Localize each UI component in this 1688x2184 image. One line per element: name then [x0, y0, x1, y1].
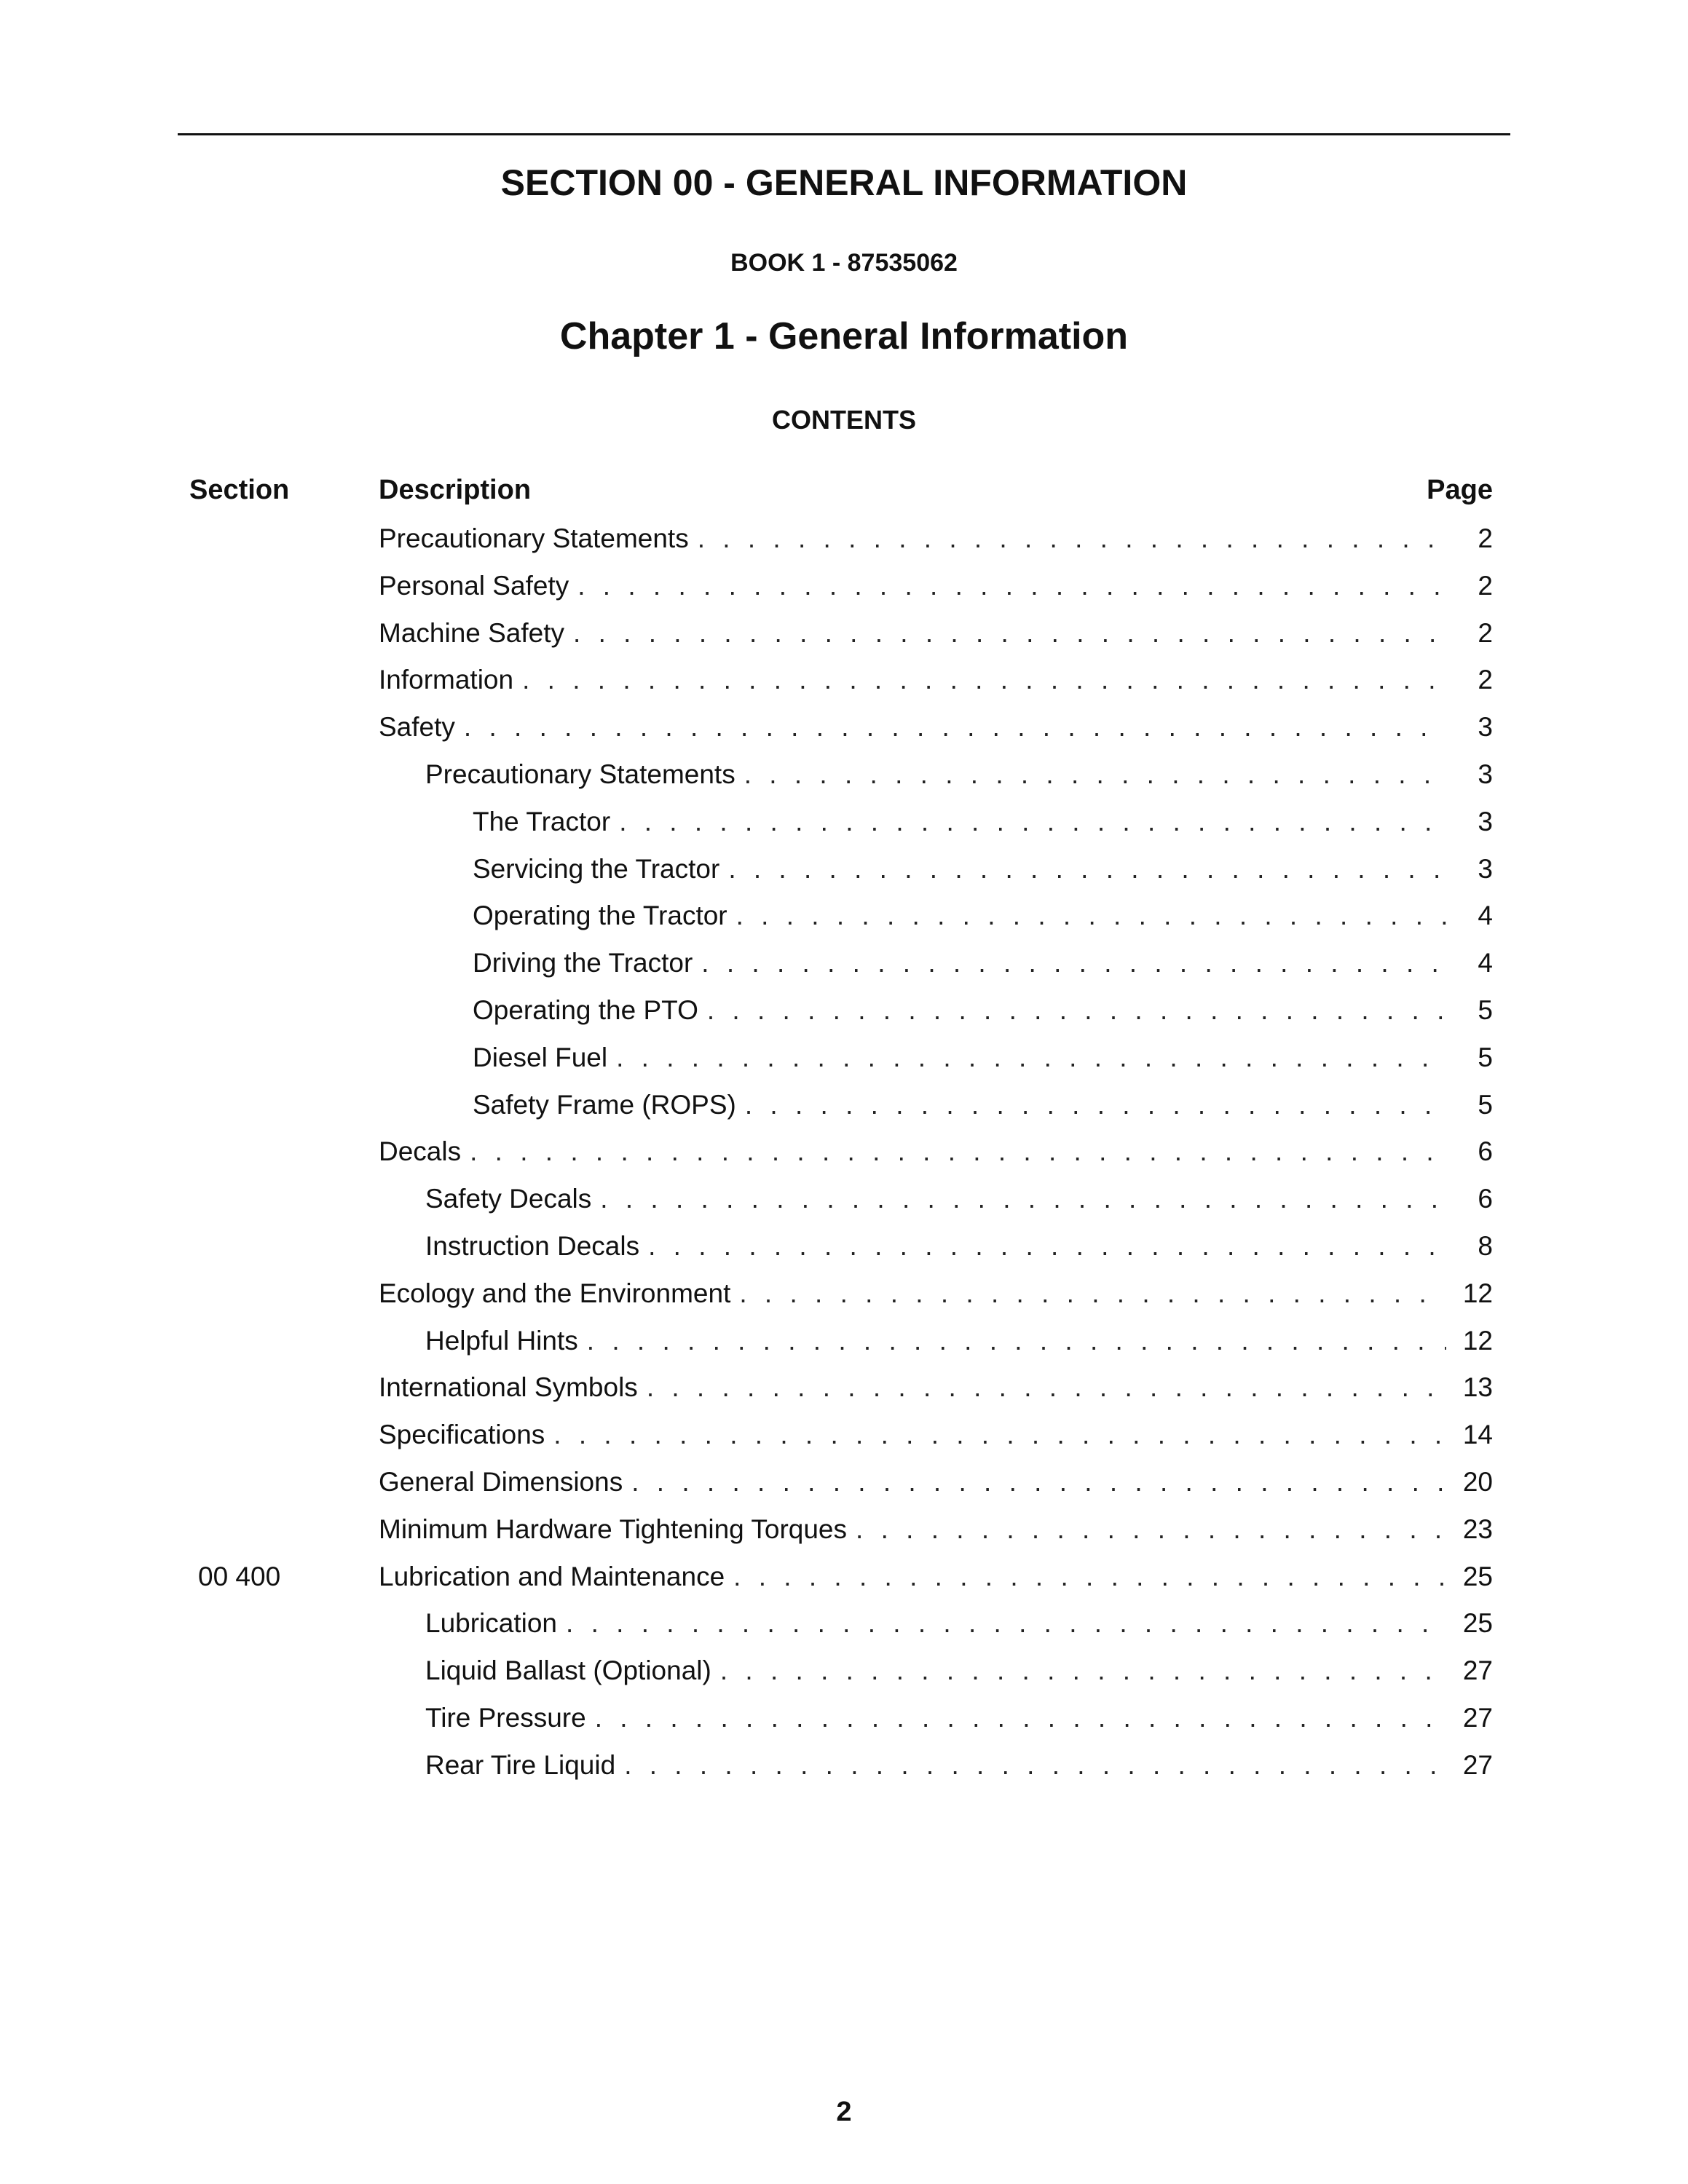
toc-entry-label: Lubrication: [425, 1608, 558, 1639]
toc-dot-leader: [744, 751, 1446, 799]
toc-row: [0, 1364, 1688, 1412]
toc-row: [0, 563, 1688, 610]
toc-entry-label: Lubrication and Maintenance: [379, 1561, 725, 1591]
toc-entry-page: 2: [1478, 523, 1493, 553]
toc-entry-label: Safety: [379, 712, 455, 743]
book-title: BOOK 1 - 87535062: [730, 249, 958, 277]
toc-entry[interactable]: [425, 1647, 1493, 1695]
header-rule: [178, 133, 1510, 135]
toc-entry-page: 3: [1478, 759, 1493, 789]
toc-dot-leader: [624, 1742, 1446, 1789]
toc-row: [0, 515, 1688, 563]
toc-entry-label: Liquid Ballast (Optional): [425, 1655, 711, 1686]
toc-row: [0, 1554, 1688, 1601]
toc-entry-label: Rear Tire Liquid: [425, 1749, 616, 1780]
toc-entry-page: 3: [1478, 806, 1493, 836]
toc-entry[interactable]: [473, 893, 1493, 940]
toc-dot-leader: [698, 515, 1446, 563]
toc-row: [0, 893, 1688, 940]
section-title: SECTION 00 - GENERAL INFORMATION: [500, 162, 1188, 203]
toc-entry-page: 12: [1462, 1325, 1493, 1356]
toc-entry-label: Driving the Tractor: [473, 948, 693, 978]
toc-entry-page: 14: [1462, 1420, 1493, 1450]
toc-entry-label: Tire Pressure: [425, 1702, 586, 1733]
toc-row: [0, 1695, 1688, 1742]
toc-entry-page: 23: [1462, 1514, 1493, 1544]
toc-row: [0, 1318, 1688, 1365]
toc-entry[interactable]: [473, 799, 1493, 846]
toc-dot-leader: [736, 893, 1446, 940]
toc-entry[interactable]: [379, 704, 1493, 751]
toc-dot-leader: [733, 1554, 1446, 1601]
toc-entry[interactable]: [379, 515, 1493, 563]
toc-entry[interactable]: [379, 1554, 1493, 1601]
toc-entry[interactable]: [379, 1412, 1493, 1459]
toc-entry-page: 5: [1478, 994, 1493, 1025]
toc-entry-label: Operating the Tractor: [473, 901, 727, 931]
toc-entry-page: 3: [1478, 712, 1493, 743]
toc-row: [0, 1459, 1688, 1506]
toc-row: [0, 1742, 1688, 1789]
toc-entry[interactable]: [379, 563, 1493, 610]
toc-entry[interactable]: [425, 751, 1493, 799]
toc-dot-leader: [707, 987, 1446, 1034]
toc-entry-label: Decals: [379, 1136, 462, 1167]
toc-entry-label: Personal Safety: [379, 570, 569, 601]
column-header-page: Page: [1427, 475, 1493, 505]
toc-entry-label: The Tractor: [473, 806, 611, 836]
toc-entry-page: 8: [1478, 1230, 1493, 1261]
toc-entry-page: 12: [1462, 1278, 1493, 1308]
toc-entry[interactable]: [425, 1695, 1493, 1742]
toc-entry-label: Machine Safety: [379, 617, 565, 648]
toc-entry-page: 5: [1478, 1089, 1493, 1120]
toc-entry-label: Precautionary Statements: [425, 759, 735, 789]
toc-dot-leader: [619, 799, 1446, 846]
toc-dot-leader: [720, 1647, 1446, 1695]
toc-entry[interactable]: [473, 987, 1493, 1034]
toc-entry-page: 2: [1478, 665, 1493, 695]
toc-row: [0, 1128, 1688, 1176]
toc-dot-leader: [856, 1506, 1446, 1554]
toc-row: [0, 940, 1688, 987]
toc-entry-page: 4: [1478, 948, 1493, 978]
toc-dot-leader: [522, 657, 1446, 704]
toc-dot-leader: [470, 1128, 1446, 1176]
toc-entry[interactable]: [379, 1364, 1493, 1412]
toc-entry[interactable]: [379, 610, 1493, 657]
toc-dot-leader: [573, 610, 1446, 657]
toc-entry-label: Information: [379, 665, 514, 695]
column-header-description: Description: [379, 475, 532, 505]
toc-row: [0, 846, 1688, 893]
toc-entry-page: 4: [1478, 901, 1493, 931]
toc-row: [0, 799, 1688, 846]
toc-entry[interactable]: [379, 657, 1493, 704]
chapter-title: Chapter 1 - General Information: [559, 315, 1129, 357]
toc-entry[interactable]: [425, 1600, 1493, 1647]
toc-entry-page: 13: [1462, 1372, 1493, 1403]
toc-entry-label: Operating the PTO: [473, 994, 698, 1025]
toc-dot-leader: [631, 1459, 1446, 1506]
toc-entry[interactable]: [473, 1082, 1493, 1129]
toc-entry[interactable]: [379, 1128, 1493, 1176]
toc-entry-page: 27: [1462, 1749, 1493, 1780]
toc-entry-page: 6: [1478, 1184, 1493, 1214]
toc-entry-page: 25: [1462, 1561, 1493, 1591]
toc-dot-leader: [745, 1082, 1446, 1129]
page-number: 2: [836, 2097, 852, 2127]
toc-row: [0, 610, 1688, 657]
toc-entry[interactable]: [473, 940, 1493, 987]
toc-row: [0, 1176, 1688, 1223]
toc-entry-label: Instruction Decals: [425, 1230, 640, 1261]
toc-entry-label: Precautionary Statements: [379, 523, 689, 553]
toc-dot-leader: [464, 704, 1446, 751]
toc-entry-label: Servicing the Tractor: [473, 853, 720, 884]
toc-row: [0, 1082, 1688, 1129]
column-header-section: Section: [189, 475, 290, 505]
toc-row: [0, 987, 1688, 1034]
toc-dot-leader: [566, 1600, 1446, 1647]
toc-row: [0, 1506, 1688, 1554]
toc-row: [0, 1600, 1688, 1647]
toc-dot-leader: [553, 1412, 1446, 1459]
toc-entry-label: Minimum Hardware Tightening Torques: [379, 1514, 848, 1544]
toc-entry-label: Helpful Hints: [425, 1325, 578, 1356]
toc-entry[interactable]: [425, 1176, 1493, 1223]
toc-entry[interactable]: [379, 1270, 1493, 1318]
toc-entry[interactable]: [473, 846, 1493, 893]
toc-row: [0, 1412, 1688, 1459]
toc-dot-leader: [616, 1034, 1446, 1082]
toc-dot-leader: [648, 1223, 1446, 1270]
toc-entry[interactable]: [425, 1223, 1493, 1270]
toc-section-code: 00 400: [198, 1561, 281, 1591]
toc-entry-page: 2: [1478, 617, 1493, 648]
toc-entry-label: Diesel Fuel: [473, 1042, 608, 1072]
toc-row: [0, 1647, 1688, 1695]
toc-entry-label: Ecology and the Environment: [379, 1278, 731, 1308]
toc-entry-label: Safety Decals: [425, 1184, 592, 1214]
toc-dot-leader: [587, 1318, 1446, 1365]
toc-row: [0, 1223, 1688, 1270]
toc-dot-leader: [728, 846, 1446, 893]
contents-title: CONTENTS: [772, 405, 916, 435]
toc-entry-page: 20: [1462, 1466, 1493, 1497]
toc-entry-page: 3: [1478, 853, 1493, 884]
toc-dot-leader: [647, 1364, 1446, 1412]
toc-entry-page: 5: [1478, 1042, 1493, 1072]
toc-entry-page: 2: [1478, 570, 1493, 601]
toc-row: [0, 1034, 1688, 1082]
toc-dot-leader: [600, 1176, 1446, 1223]
toc-entry-label: Safety Frame (ROPS): [473, 1089, 736, 1120]
toc-dot-leader: [701, 940, 1446, 987]
toc-entry-page: 27: [1462, 1702, 1493, 1733]
toc-entry[interactable]: [473, 1034, 1493, 1082]
toc-row: [0, 704, 1688, 751]
toc-dot-leader: [595, 1695, 1446, 1742]
toc-entry[interactable]: [379, 1506, 1493, 1554]
toc-entry-label: International Symbols: [379, 1372, 638, 1403]
table-of-contents: [0, 515, 1688, 1789]
toc-entry-page: 27: [1462, 1655, 1493, 1686]
toc-entry[interactable]: [425, 1742, 1493, 1789]
toc-entry-page: 25: [1462, 1608, 1493, 1639]
toc-row: [0, 751, 1688, 799]
toc-entry[interactable]: [379, 1459, 1493, 1506]
toc-dot-leader: [577, 563, 1446, 610]
toc-dot-leader: [739, 1270, 1446, 1318]
toc-row: [0, 1270, 1688, 1318]
toc-entry-label: General Dimensions: [379, 1466, 623, 1497]
toc-entry-label: Specifications: [379, 1420, 545, 1450]
toc-entry[interactable]: [425, 1318, 1493, 1365]
toc-entry-page: 6: [1478, 1136, 1493, 1167]
toc-row: [0, 657, 1688, 704]
